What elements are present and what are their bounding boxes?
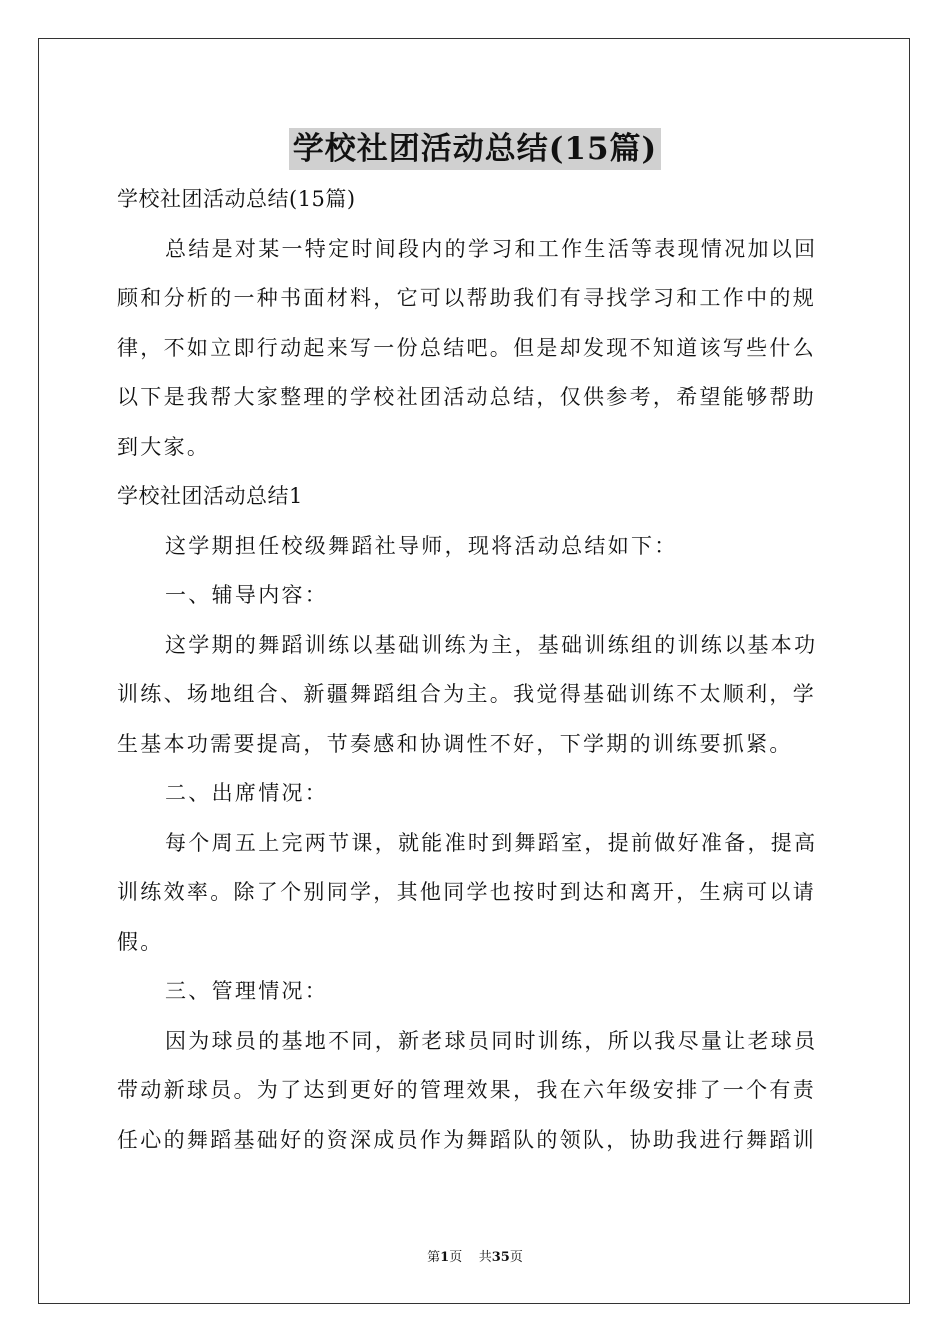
document-title: 学校社团活动总结(15篇) — [289, 128, 661, 170]
paragraph-line: 任心的舞蹈基础好的资深成员作为舞蹈队的领队，协助我进行舞蹈训 — [117, 1127, 816, 1152]
paragraph-line: 顾和分析的一种书面材料，它可以帮助我们有寻找学习和工作中的规 — [117, 286, 816, 310]
total-label-prefix: 共 — [478, 1250, 492, 1265]
subtitle-line: 学校社团活动总结(15篇) — [117, 187, 356, 211]
page-label-suffix: 页 — [449, 1250, 463, 1265]
paragraph-line: 每个周五上完两节课，就能准时到舞蹈室，提前做好准备，提高 — [165, 830, 818, 855]
paragraph-line: 训练效率。除了个别同学，其他同学也按时到达和离开，生病可以请 — [117, 880, 816, 904]
page-label-prefix: 第 — [427, 1250, 441, 1265]
paragraph-line: 这学期的舞蹈训练以基础训练为主，基础训练组的训练以基本功 — [165, 632, 818, 657]
paragraph-line: 律，不如立即行动起来写一份总结吧。但是却发现不知道该写些什么 — [117, 335, 816, 360]
title-container — [0, 128, 950, 170]
paragraph-line: 总结是对某一特定时间段内的学习和工作生活等表现情况加以回 — [165, 236, 818, 261]
paragraph-line: 假。 — [117, 929, 164, 954]
total-pages: 35 — [491, 1250, 510, 1265]
subsection-heading: 三、管理情况： — [165, 979, 329, 1003]
document-body — [117, 175, 837, 1165]
page-footer — [0, 1249, 950, 1267]
total-label-suffix: 页 — [509, 1250, 523, 1265]
section-heading: 学校社团活动总结1 — [117, 484, 303, 508]
paragraph-line: 因为球员的基地不同，新老球员同时训练，所以我尽量让老球员 — [165, 1028, 818, 1053]
paragraph-line: 带动新球员。为了达到更好的管理效果，我在六年级安排了一个有责 — [117, 1078, 816, 1102]
page-number: 1 — [440, 1250, 450, 1265]
paragraph-line: 生基本功需要提高，节奏感和协调性不好，下学期的训练要抓紧。 — [117, 731, 793, 756]
paragraph-line: 到大家。 — [117, 434, 211, 459]
subsection-heading: 二、出席情况： — [165, 781, 329, 805]
paragraph-line: 训练、场地组合、新疆舞蹈组合为主。我觉得基础训练不太顺利，学 — [117, 682, 816, 706]
subsection-heading: 一、辅导内容： — [165, 583, 329, 607]
paragraph-line: 这学期担任校级舞蹈社导师，现将活动总结如下： — [165, 533, 678, 558]
paragraph-line: 以下是我帮大家整理的学校社团活动总结，仅供参考，希望能够帮助 — [117, 385, 816, 409]
